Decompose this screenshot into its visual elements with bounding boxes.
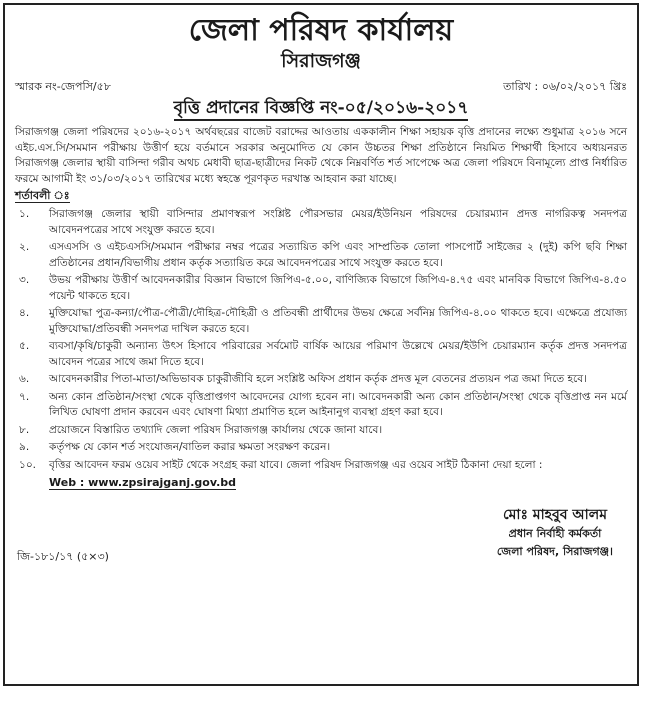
term-number: ৪. [19, 307, 30, 319]
term-text: অন্য কোন প্রতিষ্ঠান/সংস্থা থেকে বৃত্তিপ্রাপ্তগণ আবেদনের যোগ্য হবেন না। আবেদনকারী অন্য কোন প্রতিষ্ঠান/সংস্থা থেকে বৃত্তিপ্রাপ্ত নন মর্মে লিখিত ঘোষণা প্রদান করবেন এবং ঘোষণা মিথ্যা প্রমাণিত হলে আইনানুগ ব্যবস্থা গ্রহণ করা হবে। [49, 390, 627, 418]
signatory-name: মোঃ মাহবুব আলম [502, 507, 607, 523]
term-text: প্রয়োজনে বিস্তারিত তথ্যাদি জেলা পরিষদ সিরাজগঞ্জ কার্যালয় থেকে জানা যাবে। [49, 423, 383, 436]
reference-row [15, 79, 627, 95]
term-number: ৮. [19, 423, 30, 436]
office-subtitle: সিরাজগঞ্জ [281, 50, 361, 72]
terms-heading-text: শর্তাবলী ঃ [15, 189, 70, 202]
term-item [15, 423, 627, 439]
term-text: ব্যবসা/কৃষি/চাকুরী অন্যান্য উৎস হিসাবে পরিবারের সর্বমোট বার্ষিক আয়ের পরিমাণ উল্লেখে মেয়র/ইউপি চেয়ারম্যান কর্তৃক প্রদত্ত সনদপত্র আবেদন পত্রের সাথে জমা দিতে হবে। [49, 340, 627, 368]
notice-date: তারিখ : ০৬/০২/২০১৭ খ্রিঃ [503, 80, 627, 93]
term-item [15, 339, 627, 370]
term-item [15, 372, 627, 388]
notice-frame [3, 3, 639, 686]
memo-number: স্মারক নং-জেপসি/৫৮ [15, 80, 111, 93]
term-number: ১০. [19, 458, 36, 471]
term-item [15, 458, 627, 474]
term-item [15, 306, 627, 337]
terms-heading [15, 188, 627, 204]
term-text: এসএসসি ও এইচএসসি/সমমান পরীক্ষার নম্বর পত্রের সত্যায়িত কপি এবং সাম্প্রতিক তোলা পাসপোর্ট সাইজের ২ (দুই) কপি ছবি শিক্ষা প্রতিষ্ঠানের প্রধান/বিভাগীয় প্রধান কর্তৃক সত্যায়িত করে আবেদনপত্রের সাথে সংযুক্ত করতে হবে। [49, 241, 627, 269]
footer [15, 491, 627, 601]
signature-block [497, 505, 613, 561]
terms-list [15, 207, 627, 473]
term-text: বৃত্তির আবেদন ফরম ওয়েব সাইট থেকে সংগ্রহ করা যাবে। জেলা পরিষদ সিরাজগঞ্জ এর ওয়েব সাইট ঠিকানা দেয়া হলো : [49, 458, 543, 471]
signatory-office: জেলা পরিষদ, সিরাজগঞ্জ। [496, 545, 613, 558]
term-number: ৯. [19, 441, 30, 453]
term-item [15, 390, 627, 421]
term-text: আবেদনকারীর পিতা-মাতা/অভিভাবক চাকুরীজীবি হলে সংশ্লিষ্ট অফিস প্রধান কর্তৃক প্রদত্ত মূল বেতনের প্রত্যয়ন পত্র জমা দিতে হবে। [49, 373, 587, 385]
term-number: ৩. [19, 274, 30, 286]
ad-code: জি-১৮১/১৭ (৫×৩) [17, 550, 109, 563]
term-number: ৬. [19, 373, 30, 385]
signatory-designation: প্রধান নির্বাহী কর্মকর্তা [508, 527, 602, 540]
term-number: ২. [19, 241, 30, 253]
term-item [15, 207, 627, 238]
term-item [15, 440, 627, 456]
website-link[interactable]: Web : www.zpsirajganj.gov.bd [49, 476, 237, 489]
office-title: জেলা পরিষদ কার্যালয় [188, 13, 454, 48]
notice-title-text: বৃত্তি প্রদানের বিজ্ঞপ্তি নং-০৫/২০১৬-২০১৭ [174, 98, 469, 121]
intro-paragraph: সিরাজগঞ্জ জেলা পরিষদের ২০১৬-২০১৭ অর্থবছরের বাজেট বরাদ্দের আওতায় এককালীন শিক্ষা সহায়ক বৃত্তি প্রদানের লক্ষ্যে শুধুমাত্র ২০১৬ সনে এইচ.এস.সি/সমমান পরীক্ষায় উত্তীর্ণ হয়ে বর্তমানে সরকার অনুমোদিত যে কোন উচ্চতর শিক্ষা প্রতিষ্ঠানে নিয়মিত শিক্ষার্থী হিসাবে অধ্যয়নরত সিরাজগঞ্জ জেলার স্থায়ী বাসিন্দা গরীব অথচ মেধাবী ছাত্র-ছাত্রীদের নিকট থেকে নিম্নবর্ণিত শর্ত সাপেক্ষে অত্র জেলা পরিষদে বিনামূল্যে প্রাপ্ত নির্ধারিত ফরমে আগামী ইং ৩১/০৩/২০১৭ তারিখের মধ্যে স্বহস্তে পূরণকৃত দরখাস্ত আহবান করা যাচ্ছে। [15, 126, 627, 185]
website-address [49, 475, 627, 491]
term-number: ৫. [19, 340, 30, 352]
term-text: উভয় পরীক্ষায় উত্তীর্ণ আবেদনকারীর বিজ্ঞান বিভাগে জিপিএ-৫.০০, বাণিজ্যিক বিভাগে জিপিএ-৪.৭৫ এবং মানবিক বিভাগে জিপিএ-৪.৫০ পয়েন্ট থাকতে হবে। [49, 274, 627, 302]
notice-title [15, 97, 627, 119]
term-number: ৭. [19, 390, 30, 403]
term-item [15, 240, 627, 271]
term-text: সিরাজগঞ্জ জেলার স্থায়ী বাসিন্দার প্রমাণস্বরূপ সংশ্লিষ্ট পৌরসভার মেয়র/ইউনিয়ন পরিষদের চেয়ারম্যান প্রদত্ত নাগরিকত্ব সনদপত্র আবেদনপত্রের সাথে সংযুক্ত করতে হবে। [49, 208, 627, 236]
term-number: ১. [19, 208, 30, 220]
term-item [15, 273, 627, 304]
term-text: মুক্তিযোদ্ধা পুত্র-কন্যা/পৌত্র-পৌত্রী/দৌহিত্র-দৌহিত্রী ও প্রতিবন্ধী প্রার্থীদের উভয় ক্ষেত্রে সর্বনিম্ন জিপিএ-৪.০০ থাকতে হবে। এক্ষেত্রে প্রযোজ্য মুক্তিযোদ্ধা/প্রতিবন্ধী সনদপত্র দাখিল করতে হবে। [49, 307, 627, 335]
term-text: কর্তৃপক্ষ যে কোন শর্ত সংযোজন/বাতিল করার ক্ষমতা সংরক্ষণ করেন। [49, 441, 331, 453]
